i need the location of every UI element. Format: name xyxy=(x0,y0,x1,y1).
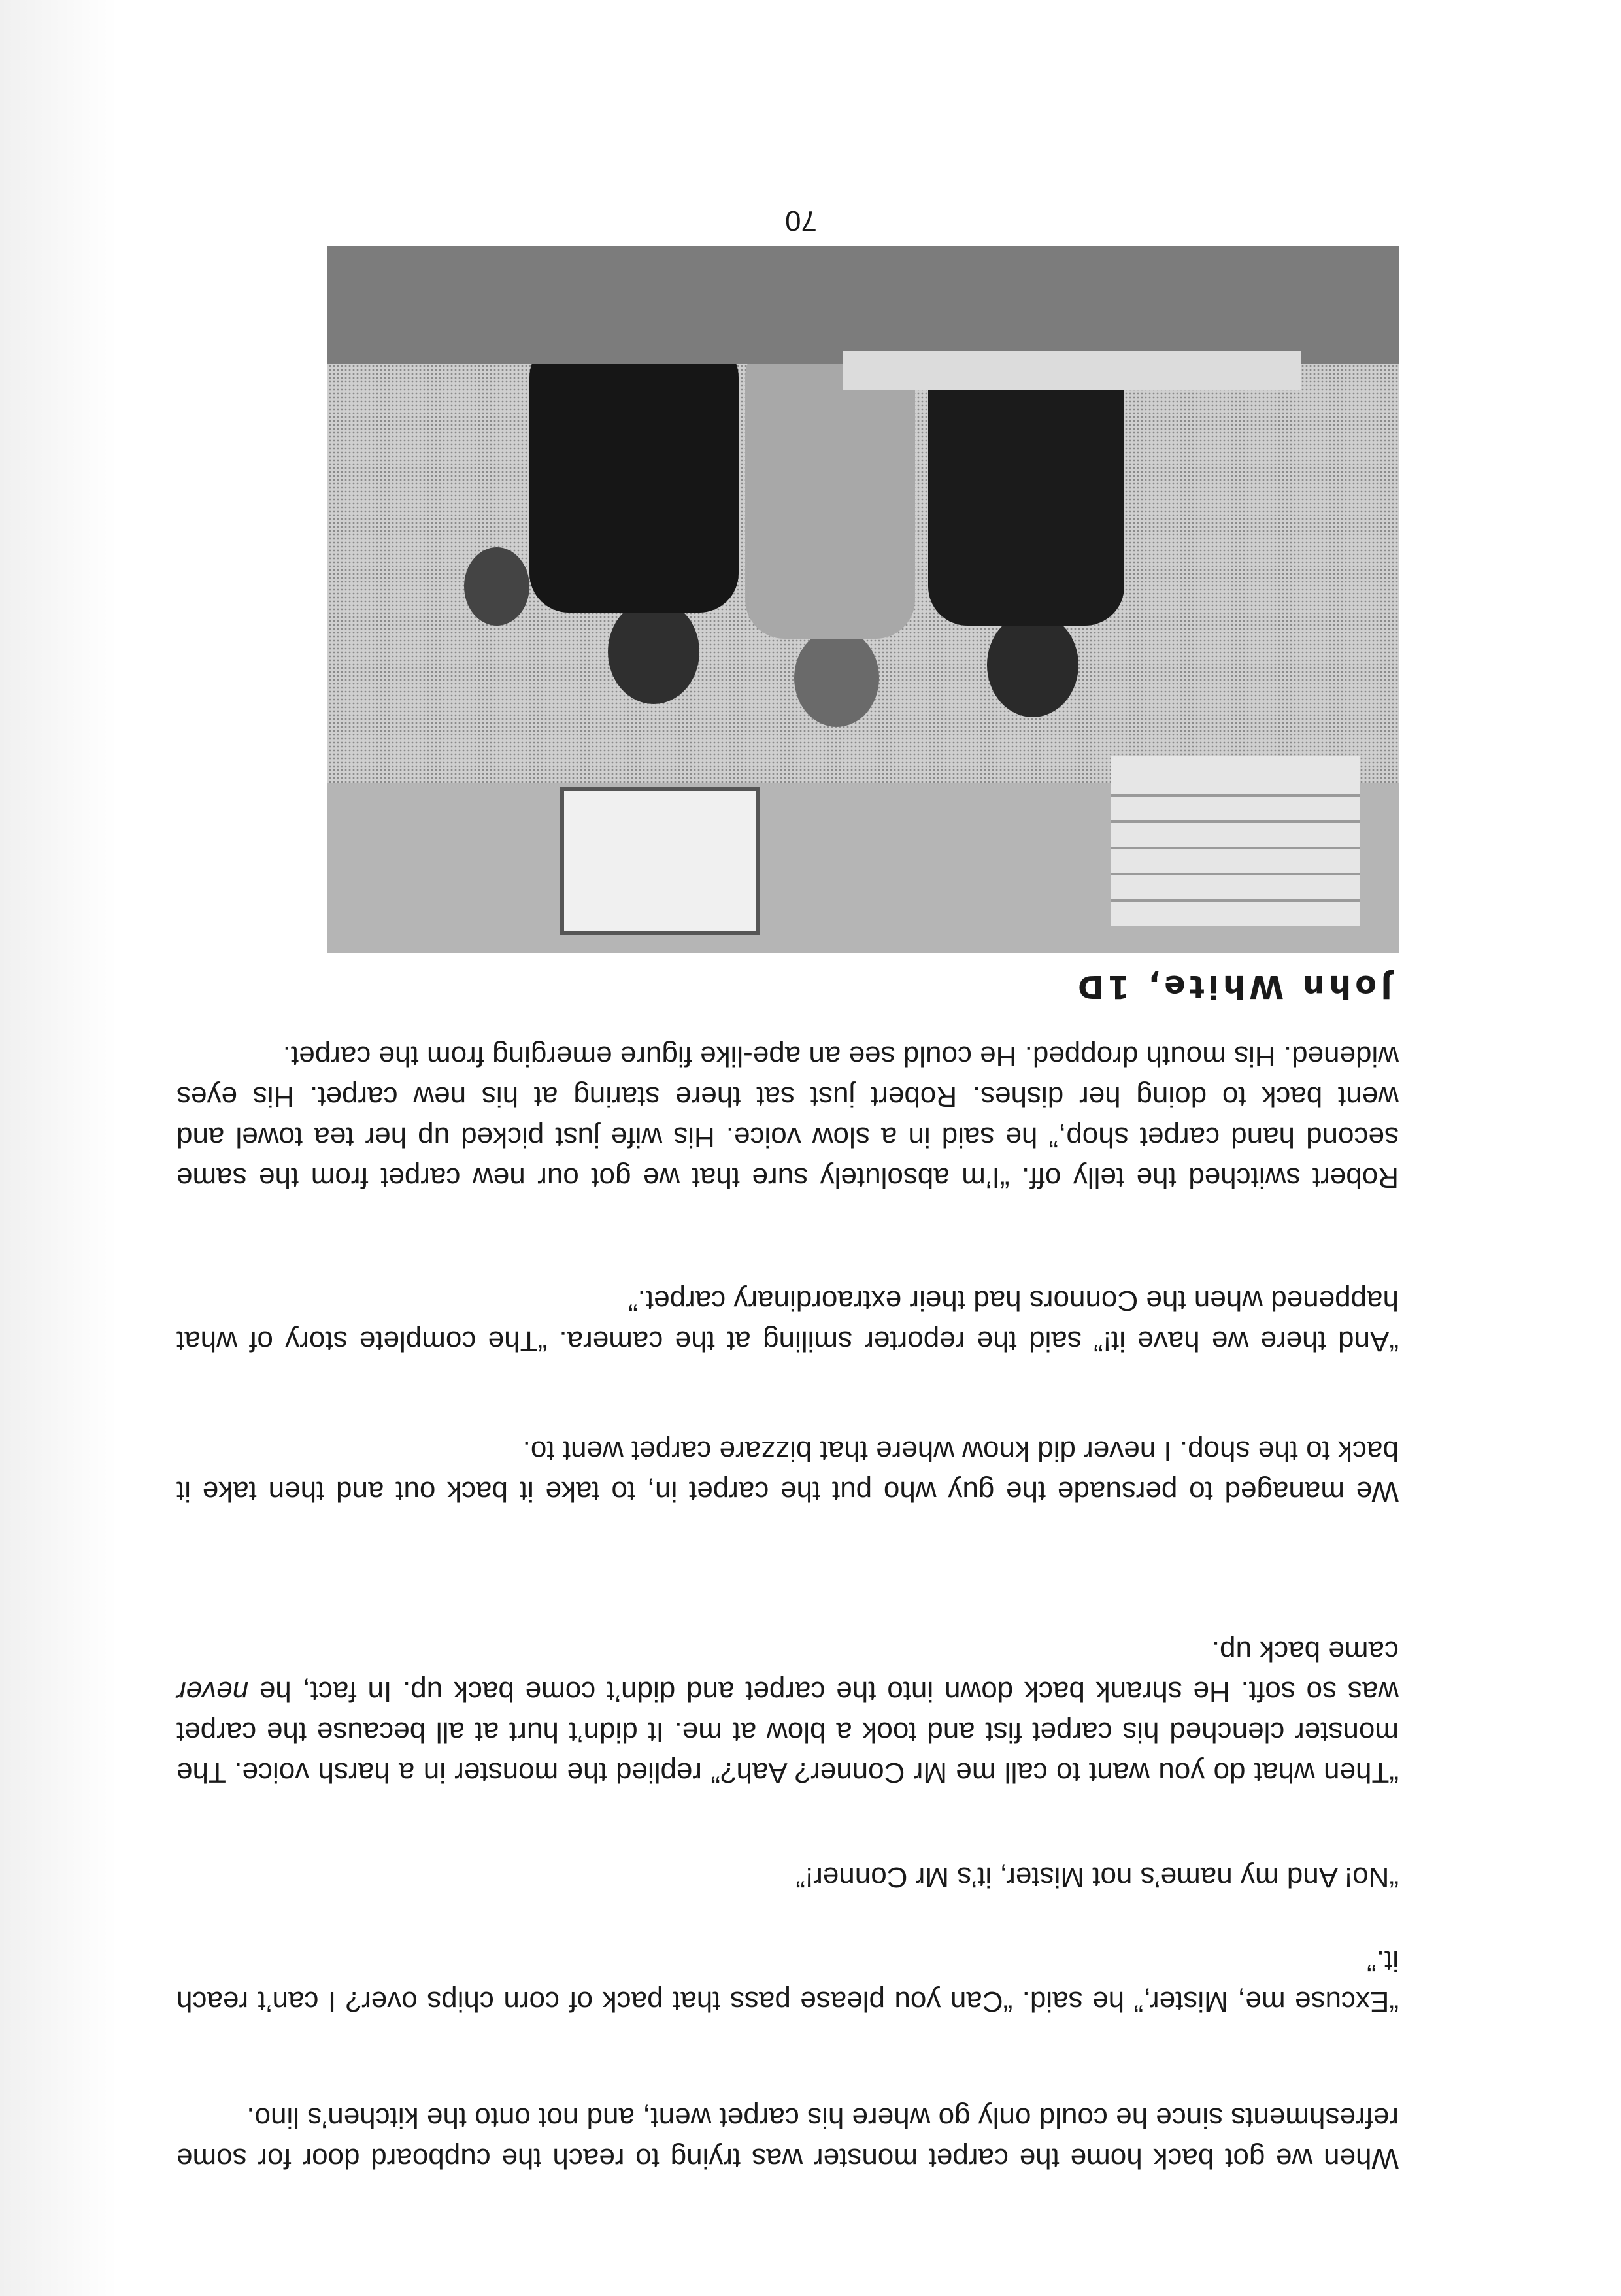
author-byline: John White, 1D xyxy=(1073,968,1392,1005)
paragraph-text-end: came back up. xyxy=(1211,1635,1399,1667)
story-paragraph xyxy=(176,1280,1399,1361)
paragraph-text: Robert switched the telly off. “I’m absolutely sure that we got our new carpet from the same second hand carpet shop,” he said in a slow voice. His wife just picked up her tea towel and went back to doing her dishes. Robert just sat there staring at his new carpet. His eyes widened. His mouth dropped. He could see an ape-like figure emerging from the carpet. xyxy=(176,1040,1399,1194)
paragraph-text: “And there we have it!” said the reporter smiling at the camera. “The complete story of what happened when the Connors had their extraordinary carpet.” xyxy=(176,1285,1399,1357)
story-paragraph xyxy=(176,1630,1399,1793)
photo-desk xyxy=(843,351,1301,390)
paragraph-text-start: “Then what do you want to call me Mr Conner? Aah?” replied the monster in a harsh voice. The monster clenched his carpet fist and took a blow at me. It didn’t hurt at all because the carpet was so soft. He shrank back down into the carpet and didn’t come back up. In fact, he xyxy=(176,1676,1399,1789)
paragraph-text xyxy=(176,1630,1399,1793)
scan-edge-shadow xyxy=(0,0,118,2296)
story-paragraph xyxy=(176,1940,1399,2021)
photo-floor xyxy=(327,246,1399,364)
story-paragraph xyxy=(176,1857,1399,1897)
story-paragraph xyxy=(176,1430,1399,1511)
classroom-photo xyxy=(327,246,1399,953)
paragraph-text: We managed to persuade the guy who put the carpet in, to take it back out and then take it back to the shop. I never did know where that bizzare carpet went to. xyxy=(176,1435,1399,1508)
page-number: 70 xyxy=(785,205,817,237)
story-paragraph xyxy=(176,1036,1399,1198)
story-paragraph xyxy=(176,2097,1399,2178)
photo-noticeboard xyxy=(562,789,758,933)
paragraph-text: “Excuse me, Mister,” he said. “Can you please pass that pack of corn chips over? I can’t reach it.” xyxy=(176,1945,1399,2017)
paragraph-text: When we got back home the carpet monster was trying to reach the cupboard door for some refreshments since he could only go where his carpet went, and not onto the kitchen’s lino. xyxy=(176,2102,1399,2174)
paragraph-text: “No! And my name’s not Mister, it’s Mr Conner!” xyxy=(795,1861,1399,1893)
emphasis-text: never xyxy=(176,1676,249,1708)
